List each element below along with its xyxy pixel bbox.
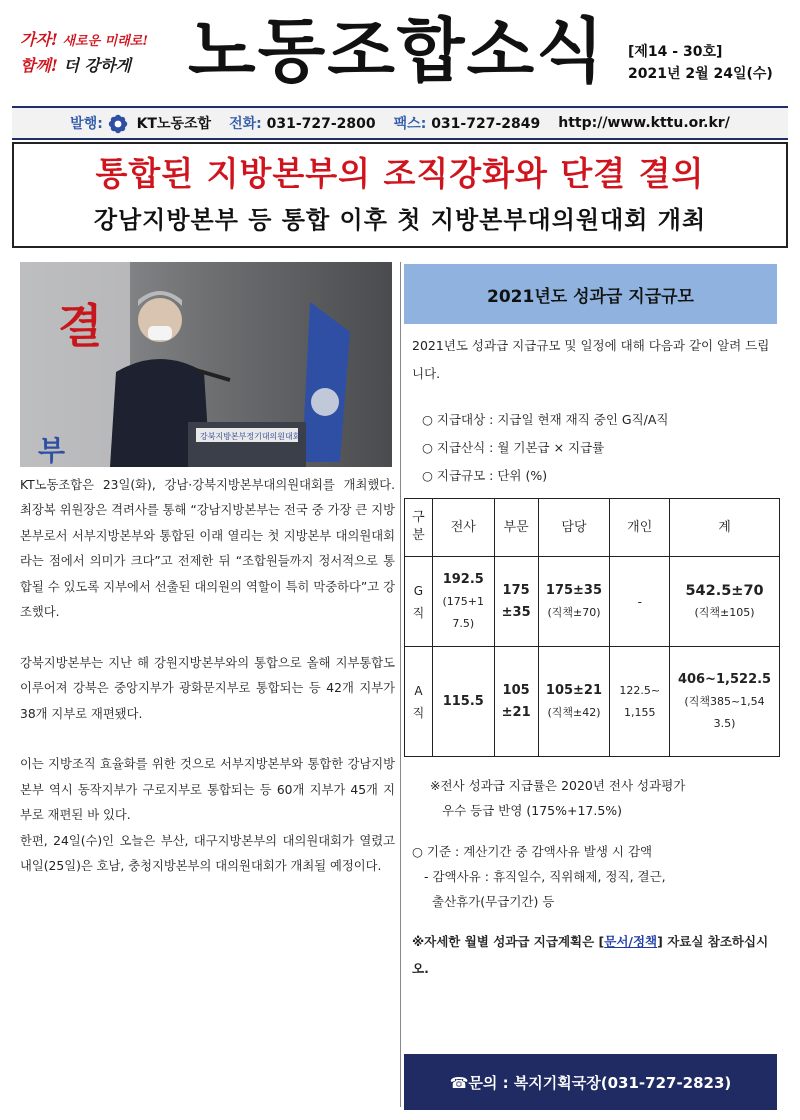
note-line-1: ※전사 성과급 지급률은 2020년 전사 성과평가: [430, 778, 686, 793]
banner-char-2: 부: [38, 434, 66, 467]
table-row: [405, 557, 780, 647]
criteria-sub-1: - 감액사유 : 휴직일수, 직위해제, 정직, 결근,: [424, 869, 666, 884]
slogan-stronger: 더 강하게: [57, 56, 131, 75]
issue-number: [제14 - 30호]: [628, 44, 723, 60]
article-body: [20, 473, 395, 879]
header-category: 구분: [405, 499, 433, 557]
criteria-sub-2: 출산휴가(무급기간) 등: [432, 894, 555, 909]
table-header-row: [405, 499, 780, 557]
publisher-label: 발행:: [70, 115, 103, 132]
table-row: [405, 647, 780, 757]
g-division-cell: 175±35: [494, 557, 538, 647]
row-label-a: A직: [405, 647, 433, 757]
website-link[interactable]: http://www.kttu.or.kr/: [558, 115, 730, 131]
article-paragraph-2: 강북지방본부는 지난 해 강원지방본부와의 통합으로 올해 지부통합도 이루어져 강북은 중앙지부가 광화문지부로 통합되는 등 42개 지부가 38개 지부로 재편됐다.: [20, 655, 395, 721]
masthead: [0, 0, 800, 100]
main-headline: 통합된 지방본부의 조직강화와 단결 결의: [95, 154, 705, 193]
contact-bar: ☎문의 : 복지기획국장(031-727-2823): [404, 1054, 777, 1110]
slogan-go: 가자!: [20, 30, 58, 49]
detail-pre: ※자세한 월별 성과급 지급계획은 [: [412, 934, 605, 949]
bonus-title: 2021년도 성과급 지급규모: [404, 264, 777, 324]
article-paragraph-3: 이는 지방조직 효율화를 위한 것으로 서부지방본부와 통합한 강남지방본부 역시 동작지부가 구로지부로 통합되는 등 60개 지부가 45개 지부로 재편된 바 있다.: [20, 757, 395, 823]
policy-doc-link[interactable]: 문서/정책: [604, 934, 658, 949]
header-division: 부문: [494, 499, 538, 557]
bullet-formula: ○ 지급산식 : 월 기본급 × 지급률: [422, 440, 605, 455]
issue-date: 2021년 2월 24일(수): [628, 66, 773, 82]
a-division-cell: 105±21: [494, 647, 538, 757]
bonus-column: [404, 264, 780, 1110]
article-paragraph-1: KT노동조합은 23일(화), 강남·강북지방본부대의원대회를 개최했다. 최장복 위원장은 격려사를 통해 “강남지방본부는 전국 중 가장 큰 지방본부로서 서부지방본부와 통합된 이래 열리는 첫 지방본부 대의원대회라는 점에서 의미가 크다”고 전제한 뒤 “조합원들까지 정서적으로 통합될 수 있도록 지부에서 선출된 대의원의 역할이 특히 막중하다”고 강조했다.: [20, 478, 395, 620]
header-company: 전사: [432, 499, 494, 557]
kt-union-logo-icon: [108, 114, 128, 134]
bonus-table: [404, 498, 780, 757]
bonus-note: [404, 773, 780, 823]
headline-box: [12, 142, 788, 248]
a-individual-cell: 122.5~1,155: [610, 647, 670, 757]
bonus-bullets: [404, 406, 780, 490]
convention-photo: [20, 262, 392, 467]
detail-post: ] 자료실 참조하십시오.: [412, 934, 769, 976]
slogan: [20, 28, 180, 78]
header-unit: 담당: [538, 499, 610, 557]
phone-label: 전화:: [229, 116, 262, 132]
publisher-bar: [12, 106, 788, 140]
note-line-2: 우수 등급 반영 (175%+17.5%): [442, 803, 623, 818]
fax-number: 031-727-2849: [431, 116, 541, 132]
article-paragraph-4: 한편, 24일(수)인 오늘은 부산, 대구지방본부의 대의원대회가 열렸고 내일(25일)은 호남, 충청지방본부의 대의원대회가 개최될 예정이다.: [20, 833, 395, 874]
row-label-g: G직: [405, 557, 433, 647]
header-individual: 개인: [610, 499, 670, 557]
fax-label: 팩스:: [393, 116, 427, 132]
bullet-target: ○ 지급대상 : 지급일 현재 재직 중인 G직/A직: [422, 412, 669, 427]
a-unit-cell: 105±21 (직책±42): [538, 647, 610, 757]
g-individual-cell: -: [610, 557, 670, 647]
bonus-intro: 2021년도 성과급 지급규모 및 일정에 대해 다음과 같이 알려 드립니다.: [412, 338, 770, 381]
issue-info: [628, 42, 773, 84]
slogan-future: 새로운 미래로!: [57, 34, 149, 49]
banner-char-1: 결: [58, 299, 103, 353]
publisher-name: KT노동조합: [136, 115, 212, 132]
podium-sign: 강북지방본부정기대의원대회: [200, 432, 301, 441]
a-total-cell: 406~1,522.5 (직책385~1,543.5): [670, 647, 780, 757]
a-company-cell: 115.5: [432, 647, 494, 757]
bullet-scale: ○ 지급규모 : 단위 (%): [422, 468, 548, 483]
bonus-criteria: [404, 839, 780, 914]
slogan-together: 함께!: [20, 56, 58, 75]
criteria-line: ○ 기준 : 계산기간 중 감액사유 발생 시 감액: [412, 844, 653, 859]
g-company-cell: 192.5 (175+17.5): [432, 557, 494, 647]
column-divider: [400, 262, 401, 1107]
bonus-detail: [404, 928, 780, 982]
sub-headline: 강남지방본부 등 통합 이후 첫 지방본부대의원대회 개최: [93, 206, 707, 234]
article-column: [20, 262, 395, 879]
g-total-cell: 542.5±70 (직책±105): [670, 557, 780, 647]
phone-number: 031-727-2800: [266, 116, 376, 132]
newsletter-title: 노동조합소식: [188, 10, 606, 92]
photo-illustration: [20, 262, 392, 467]
header-total: 계: [670, 499, 780, 557]
g-unit-cell: 175±35 (직책±70): [538, 557, 610, 647]
